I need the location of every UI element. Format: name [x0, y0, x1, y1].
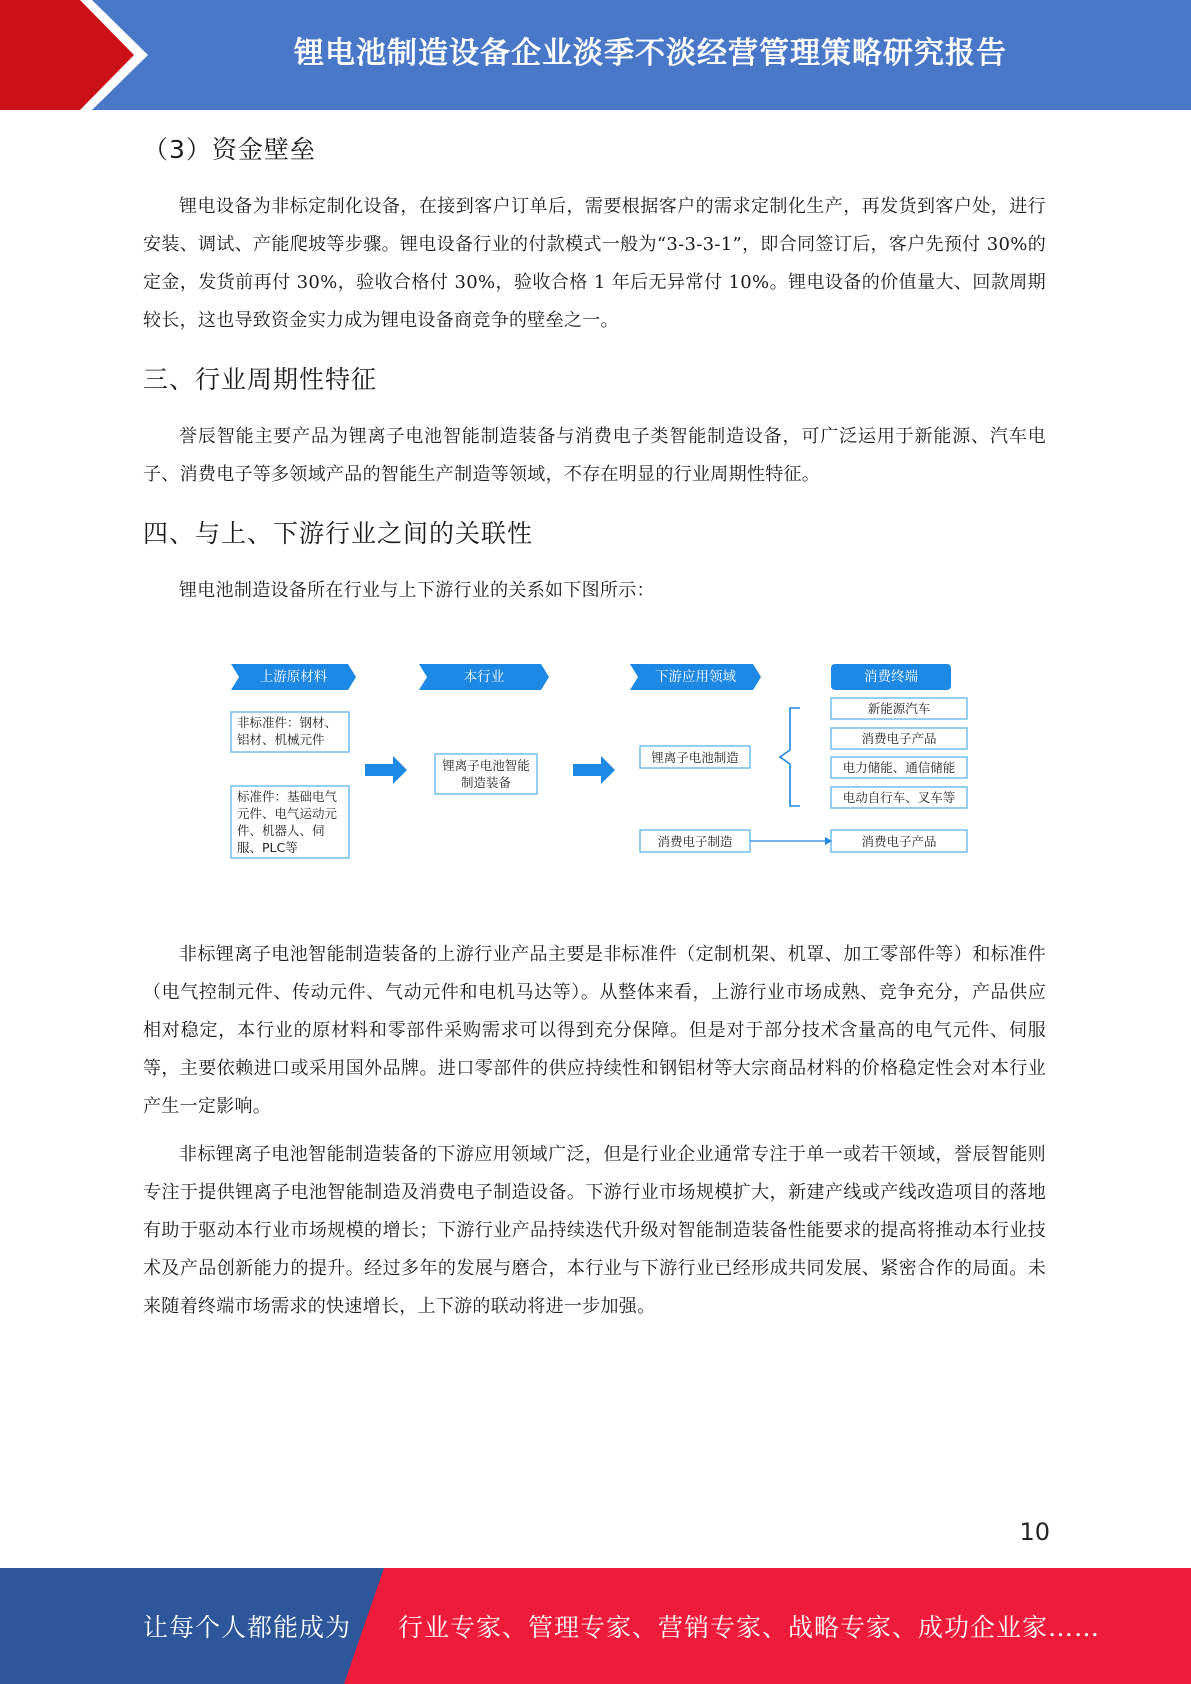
page-number: 10 [1019, 1518, 1050, 1546]
label-term-4: 电动自行车、叉车等 [842, 790, 956, 805]
paragraph-cyclicality: 誉辰智能主要产品为锂离子电池智能制造装备与消费电子类智能制造设备，可广泛运用于新能源、汽车电子、消费电子等多领域产品的智能生产制造等领域，不存在明显的行业周期性特征。 [143, 426, 1046, 485]
label-header-terminal: 消费终端 [864, 669, 918, 685]
section-heading-cyclicality: 三、行业周期性特征 [143, 365, 378, 394]
label-term-3: 电力储能、通信储能 [842, 760, 956, 775]
industry-chain-diagram [143, 630, 1046, 930]
footer-slogan-right: 行业专家、管理专家、营销专家、战略专家、成功企业家…… [398, 1613, 1101, 1642]
label-down-lithium: 锂离子电池制造 [651, 749, 739, 765]
label-upstream-nonstd: 非标准件：钢材、铝材、机械元件 [237, 715, 338, 747]
label-header-downstream: 下游应用领域 [655, 669, 736, 685]
label-term-2: 消费电子产品 [861, 731, 937, 746]
paragraph-upstream: 非标锂离子电池智能制造装备的上游行业产品主要是非标准件（定制机架、机罩、加工零部件等）和标准件（电气控制元件、传动元件、气动元件和电机马达等）。从整体来看，上游行业市场成熟、竞争充分，产品供应相对稳定，本行业的原材料和零部件采购需求可以得到充分保障。但是对于部分技术含量高的电气元件、伺服等，主要依赖进口或采用国外品牌。进口零部件的供应持续性和钢铝材等大宗商品材料的价格稳定性会对本行业产生一定影响。 [143, 944, 1046, 1117]
label-industry-box: 锂离子电池智能制造装备 [442, 758, 530, 790]
label-header-industry: 本行业 [463, 669, 505, 685]
section-heading-capital-barrier: （3）资金壁垒 [143, 135, 316, 164]
footer-slogan-left: 让每个人都能成为 [143, 1613, 352, 1642]
arrow-to-downstream [573, 756, 615, 784]
paragraph-capital-barrier: 锂电设备为非标定制化设备，在接到客户订单后，需要根据客户的需求定制化生产，再发货到客户处，进行安装、调试、产能爬坡等步骤。锂电设备行业的付款模式一般为“3-3-3-1”，即合同签订后，客户先预付 30%的定金，发货前再付 30%，验收合格付 30%，验收合格 1 年后无异常付 10%。锂电设备的价值量大、回款周期较长，这也导致资金实力成为锂电设备商竞争的壁垒之一。 [143, 196, 1046, 331]
label-term-5: 消费电子产品 [861, 833, 937, 849]
label-down-consumer: 消费电子制造 [657, 833, 733, 849]
label-term-1: 新能源汽车 [867, 701, 931, 716]
report-title: 锂电池制造设备企业淡季不淡经营管理策略研究报告 [294, 36, 1007, 71]
page-content [143, 120, 1046, 1336]
paragraph-diagram-intro: 锂电池制造设备所在行业与上下游行业的关系如下图所示： [179, 580, 655, 601]
paragraph-downstream: 非标锂离子电池智能制造装备的下游应用领域广泛，但是行业企业通常专注于单一或若干领域，誉辰智能则专注于提供锂离子电池智能制造及消费电子制造设备。下游行业市场规模扩大，新建产线或产线改造项目的落地有助于驱动本行业市场规模的增长；下游行业产品持续迭代升级对智能制造装备性能要求的提高将推动本行业技术及产品创新能力的提升。经过多年的发展与磨合，本行业与下游行业已经形成共同发展、紧密合作的局面。未来随着终端市场需求的快速增长，上下游的联动将进一步加强。 [143, 1144, 1046, 1317]
arrow-to-industry [365, 756, 407, 784]
section-heading-upstream-downstream: 四、与上、下游行业之间的关联性 [143, 519, 534, 548]
page-footer [0, 1568, 1191, 1684]
label-upstream-std: 标准件：基础电气元件、电气运动元件、机器人、伺服、PLC等 [237, 789, 338, 855]
page-header [0, 0, 1191, 110]
label-header-upstream: 上游原材料 [259, 669, 328, 685]
bracket-brace [780, 708, 800, 806]
